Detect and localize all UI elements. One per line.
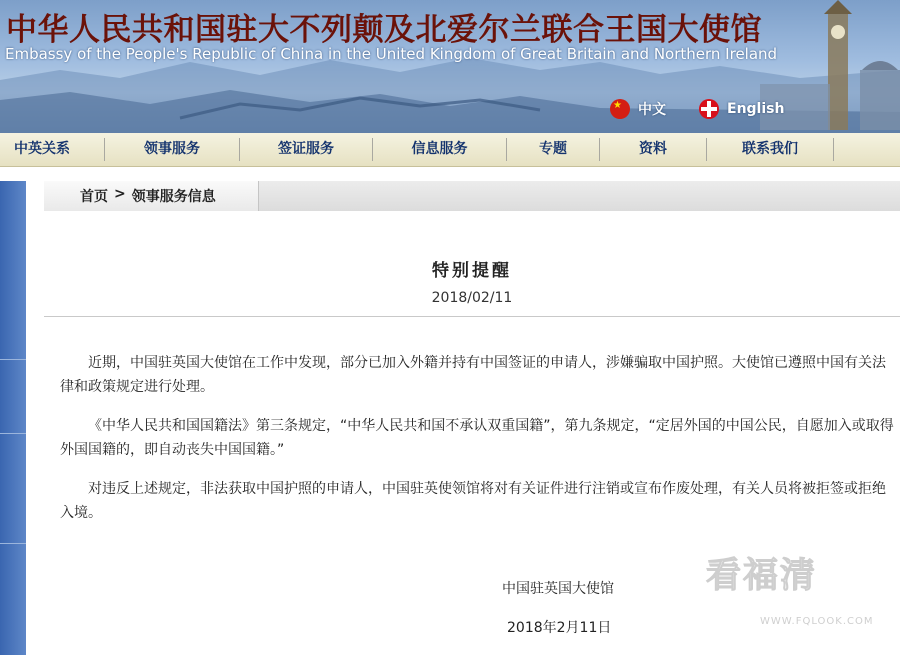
- article-date: 2018/02/11: [431, 290, 513, 306]
- nav-item-sino-uk-relations[interactable]: 中英关系: [14, 141, 70, 157]
- language-english-label: English: [727, 101, 785, 117]
- breadcrumb-current[interactable]: 领事服务信息: [131, 189, 216, 205]
- nav-item-special-topics[interactable]: 专题: [539, 141, 567, 157]
- uk-flag-icon: [699, 99, 719, 119]
- nav-item-contact-us[interactable]: 联系我们: [742, 141, 798, 157]
- china-flag-icon: [610, 99, 630, 119]
- nav-item-visa-services[interactable]: 签证服务: [278, 141, 334, 157]
- language-chinese-link[interactable]: [610, 99, 666, 119]
- language-english-link[interactable]: [699, 99, 784, 119]
- nav-item-consular-services[interactable]: 领事服务: [144, 141, 200, 157]
- watermark-url: WWW.FQLOOK.COM: [760, 616, 874, 627]
- breadcrumb-separator: >: [114, 186, 126, 202]
- left-sidebar-strip: [0, 181, 26, 655]
- sidebar-divider: [0, 543, 26, 544]
- sidebar-divider: [0, 433, 26, 434]
- article-divider: [44, 316, 900, 317]
- article-signature-date: 2018年2月11日: [507, 620, 612, 636]
- nav-item-information-services[interactable]: 信息服务: [411, 141, 468, 157]
- nav-divider: [833, 138, 834, 161]
- watermark-logo-text: 看福清: [706, 556, 818, 596]
- breadcrumb-home-link[interactable]: 首页: [80, 189, 108, 205]
- article-paragraph: 《中华人民共和国国籍法》第三条规定，“中华人民共和国不承认双重国籍”，第九条规定，“定居外国的中国公民，自愿加入或取得外国国籍的，即自动丧失中国国籍。”: [60, 418, 894, 458]
- article-title: 特别提醒: [432, 261, 512, 281]
- sidebar-divider: [0, 359, 26, 360]
- header-banner: [0, 0, 900, 133]
- nav-item-resources[interactable]: 资料: [639, 141, 667, 157]
- article-paragraph: 近期，中国驻英国大使馆在工作中发现，部分已加入外籍并持有中国签证的申请人，涉嫌骗取中国护照。大使馆已遵照中国有关法律和政策规定进行处理。: [60, 355, 886, 395]
- embassy-name-english: Embassy of the People's Republic of China in the United Kingdom of Great Britain and Northern Ireland: [5, 45, 778, 63]
- breadcrumb: [80, 186, 216, 206]
- article-signature: 中国驻英国大使馆: [502, 581, 614, 597]
- article-paragraph: 对违反上述规定，非法获取中国护照的申请人，中国驻英使领馆将对有关证件进行注销或宣布作废处理，有关人员将被拒签或拒绝入境。: [60, 481, 886, 521]
- language-chinese-label: 中文: [638, 102, 666, 118]
- main-navigation: [0, 133, 900, 167]
- embassy-name-chinese: 中华人民共和国驻大不列颠及北爱尔兰联合王国大使馆: [6, 12, 762, 48]
